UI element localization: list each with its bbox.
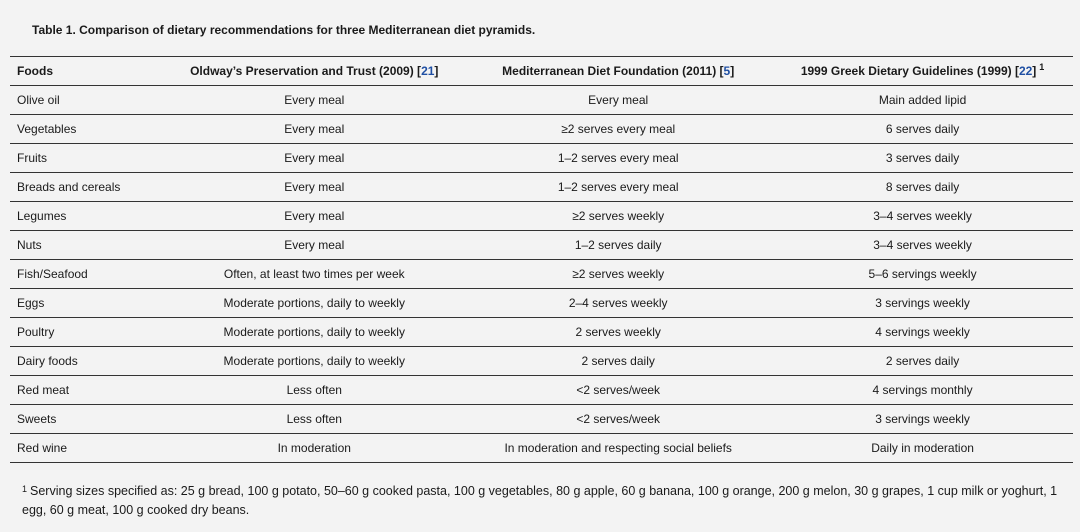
header-oldways-close: ] <box>434 64 439 78</box>
cell-food: Vegetables <box>10 115 164 144</box>
cell-med-diet: 2–4 serves weekly <box>464 289 772 318</box>
cell-greek: Daily in moderation <box>772 434 1073 463</box>
cell-food: Legumes <box>10 202 164 231</box>
footnote <box>22 482 1062 520</box>
cell-food: Eggs <box>10 289 164 318</box>
cell-oldways: Less often <box>164 376 464 405</box>
header-med-diet-close: ] <box>730 64 735 78</box>
cell-greek: Main added lipid <box>772 86 1073 115</box>
cell-med-diet: ≥2 serves weekly <box>464 260 772 289</box>
cell-med-diet: ≥2 serves every meal <box>464 115 772 144</box>
header-foods: Foods <box>10 57 164 86</box>
ref-21-link[interactable]: 21 <box>421 64 435 78</box>
cell-food: Nuts <box>10 231 164 260</box>
cell-greek: 4 servings weekly <box>772 318 1073 347</box>
footnote-marker-header: 1 <box>1039 62 1045 72</box>
cell-oldways: Moderate portions, daily to weekly <box>164 289 464 318</box>
cell-greek: 3 servings weekly <box>772 405 1073 434</box>
table-row <box>10 289 1073 318</box>
cell-food: Poultry <box>10 318 164 347</box>
cell-med-diet: <2 serves/week <box>464 405 772 434</box>
header-greek-text: 1999 Greek Dietary Guidelines (1999) [ <box>800 64 1019 78</box>
cell-oldways: Every meal <box>164 231 464 260</box>
table-row <box>10 260 1073 289</box>
cell-greek: 3 serves daily <box>772 144 1073 173</box>
cell-greek: 5–6 servings weekly <box>772 260 1073 289</box>
table-row <box>10 202 1073 231</box>
table-row <box>10 115 1073 144</box>
header-oldways-text: Oldway’s Preservation and Trust (2009) [ <box>190 64 422 78</box>
table-row <box>10 376 1073 405</box>
cell-greek: 3 servings weekly <box>772 289 1073 318</box>
table-caption: Table 1. Comparison of dietary recommendations for three Mediterranean diet pyramids. <box>32 23 536 37</box>
header-med-diet-foundation <box>464 57 772 86</box>
table-row <box>10 173 1073 202</box>
cell-food: Dairy foods <box>10 347 164 376</box>
cell-food: Fish/Seafood <box>10 260 164 289</box>
cell-food: Red wine <box>10 434 164 463</box>
cell-oldways: Every meal <box>164 86 464 115</box>
cell-med-diet: In moderation and respecting social beliefs <box>464 434 772 463</box>
table-row <box>10 86 1073 115</box>
cell-oldways: Often, at least two times per week <box>164 260 464 289</box>
header-oldways <box>164 57 464 86</box>
footnote-text: Serving sizes specified as: 25 g bread, 100 g potato, 50–60 g cooked pasta, 100 g vegetables, 80 g apple, 60 g banana, 100 g orange, 200 g melon, 30 g grapes, 1 cup milk or yoghurt, 1 egg, 60 g meat, 100 g cooked dry beans. <box>22 484 1058 517</box>
cell-greek: 4 servings monthly <box>772 376 1073 405</box>
cell-food: Breads and cereals <box>10 173 164 202</box>
cell-greek: 2 serves daily <box>772 347 1073 376</box>
cell-food: Fruits <box>10 144 164 173</box>
cell-greek: 3–4 serves weekly <box>772 231 1073 260</box>
cell-oldways: In moderation <box>164 434 464 463</box>
cell-oldways: Every meal <box>164 202 464 231</box>
cell-med-diet: 1–2 serves every meal <box>464 144 772 173</box>
footnote-marker: 1 <box>22 484 28 494</box>
cell-oldways: Every meal <box>164 144 464 173</box>
table-header-row <box>10 57 1073 86</box>
cell-food: Red meat <box>10 376 164 405</box>
table-row <box>10 318 1073 347</box>
cell-med-diet: 1–2 serves every meal <box>464 173 772 202</box>
table-row <box>10 405 1073 434</box>
table-row <box>10 231 1073 260</box>
table-body <box>10 86 1073 463</box>
cell-greek: 6 serves daily <box>772 115 1073 144</box>
cell-med-diet: <2 serves/week <box>464 376 772 405</box>
cell-med-diet: 1–2 serves daily <box>464 231 772 260</box>
cell-oldways: Moderate portions, daily to weekly <box>164 347 464 376</box>
header-greek-close: ] <box>1032 64 1037 78</box>
cell-food: Olive oil <box>10 86 164 115</box>
cell-oldways: Every meal <box>164 115 464 144</box>
cell-med-diet: 2 serves weekly <box>464 318 772 347</box>
cell-greek: 3–4 serves weekly <box>772 202 1073 231</box>
table-row <box>10 144 1073 173</box>
table-row <box>10 347 1073 376</box>
diet-comparison-table <box>10 56 1073 463</box>
cell-oldways: Every meal <box>164 173 464 202</box>
cell-med-diet: ≥2 serves weekly <box>464 202 772 231</box>
ref-5-link[interactable]: 5 <box>723 64 731 78</box>
cell-med-diet: 2 serves daily <box>464 347 772 376</box>
header-med-diet-text: Mediterranean Diet Foundation (2011) [ <box>502 64 724 78</box>
cell-oldways: Moderate portions, daily to weekly <box>164 318 464 347</box>
ref-22-link[interactable]: 22 <box>1018 64 1033 78</box>
cell-oldways: Less often <box>164 405 464 434</box>
cell-greek: 8 serves daily <box>772 173 1073 202</box>
cell-food: Sweets <box>10 405 164 434</box>
header-greek-guidelines <box>772 57 1073 86</box>
table-row <box>10 434 1073 463</box>
cell-med-diet: Every meal <box>464 86 772 115</box>
